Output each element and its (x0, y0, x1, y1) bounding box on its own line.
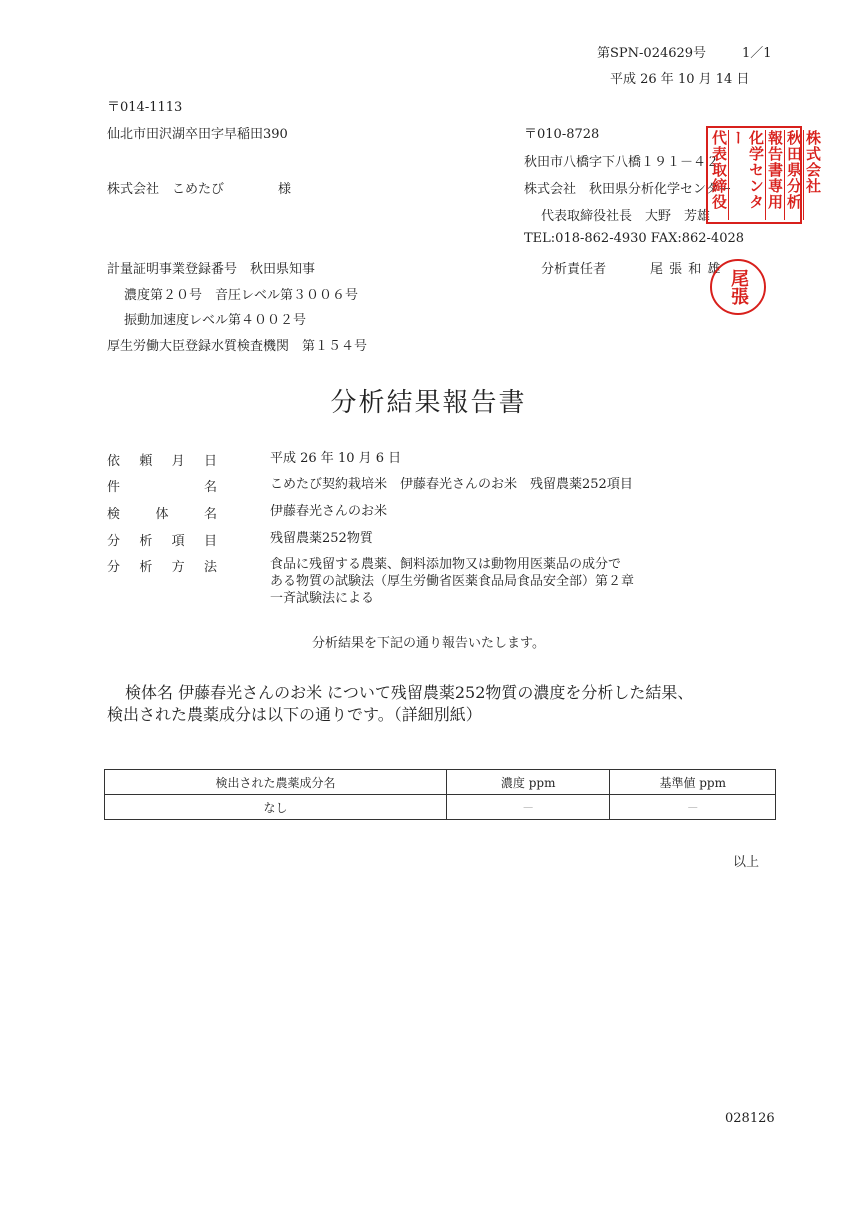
column-header-concentration: 濃度 ppm (446, 770, 610, 795)
page-number: 1／1 (742, 46, 772, 61)
label-char: 検 (107, 507, 121, 522)
sender-address: 秋田市八橋字下八橋１９１－４２ (524, 155, 720, 170)
analyst-label: 分析責任者 (541, 262, 607, 277)
document-title: 分析結果報告書 (330, 388, 527, 418)
recipient-address: 仙北市田沢湖卒田字早稲田390 (107, 127, 288, 142)
results-table (104, 769, 776, 820)
recipient-honorific: 様 (278, 182, 292, 197)
sender-representative: 代表取締役社長 大野 芳雄 (541, 209, 711, 224)
label-char: 析 (139, 560, 153, 575)
label-char: 件 (107, 480, 121, 495)
field-value-items: 残留農薬252物質 (270, 531, 373, 546)
recipient-company: 株式会社 こめたび (107, 182, 225, 197)
label-char: 目 (203, 534, 217, 549)
field-label-request-date (107, 450, 217, 469)
report-notice: 分析結果を下記の通り報告いたします。 (312, 636, 545, 651)
analyst-seal-stamp (710, 259, 766, 315)
recipient-postal-code: 〒014-1113 (107, 100, 183, 115)
analyst-seal-text: 尾張 (728, 269, 749, 305)
label-char: 体 (155, 507, 169, 522)
field-label-subject (107, 476, 217, 495)
seal-text: 代表取締役 (710, 130, 728, 210)
sender-postal-code: 〒010-8728 (524, 127, 600, 142)
registration-line-3: 振動加速度レベル第４００２号 (124, 313, 307, 328)
label-char: 分 (107, 534, 121, 549)
registration-line-1: 計量証明事業登録番号 秋田県知事 (107, 262, 316, 277)
label-char: 項 (171, 534, 185, 549)
label-char: 析 (139, 534, 153, 549)
cell-concentration: － (446, 795, 610, 820)
registration-line-2: 濃度第２０号 音圧レベル第３００６号 (124, 288, 359, 303)
label-char: 分 (107, 560, 121, 575)
registration-line-4: 厚生労働大臣登録水質検査機関 第１５４号 (107, 339, 368, 354)
table-row (105, 795, 776, 820)
cell-component: なし (105, 795, 447, 820)
field-value-method-line-3: 一斉試験法による (270, 591, 375, 606)
closing-mark: 以上 (733, 855, 760, 870)
field-label-sample-name (107, 503, 217, 522)
seal-text: 秋田県分析 (784, 130, 803, 220)
sender-company: 株式会社 秋田県分析化学センター (524, 182, 732, 197)
column-header-standard: 基準値 ppm (610, 770, 776, 795)
table-header-row (105, 770, 776, 795)
seal-text: 化学センター (728, 130, 765, 220)
field-label-items (107, 530, 217, 549)
label-char: 方 (171, 560, 185, 575)
label-char: 依 (107, 454, 121, 469)
document-number: 第SPN-024629号 (597, 46, 707, 61)
result-intro-line-2: 検出された農薬成分は以下の通りです。（詳細別紙） (107, 705, 482, 724)
company-seal-stamp (706, 126, 822, 224)
field-label-method (107, 556, 217, 575)
label-char: 名 (203, 507, 217, 522)
label-char: 日 (203, 454, 217, 469)
field-value-request-date: 平成 26 年 10 月 6 日 (270, 451, 402, 466)
sender-contact: TEL:018-862-4930 FAX:862-4028 (524, 231, 745, 246)
field-value-sample-name: 伊藤春光さんのお米 (270, 504, 388, 519)
label-char: 法 (203, 560, 217, 575)
analyst-name: 尾 張 和 雄 (650, 262, 722, 277)
column-header-component: 検出された農薬成分名 (105, 770, 447, 795)
field-value-subject: こめたび契約栽培米 伊藤春光さんのお米 残留農薬252項目 (270, 477, 633, 492)
field-value-method-line-1: 食品に残留する農薬、飼料添加物又は動物用医薬品の成分で (270, 557, 622, 572)
issue-date: 平成 26 年 10 月 14 日 (610, 72, 750, 87)
label-char: 頼 (139, 454, 153, 469)
label-char: 名 (203, 480, 217, 495)
cell-standard: － (610, 795, 776, 820)
field-value-method-line-2: ある物質の試験法（厚生労働省医薬食品局食品安全部）第２章 (270, 574, 635, 589)
seal-text: 株式会社 (803, 130, 822, 220)
label-char: 月 (171, 454, 185, 469)
result-intro-line-1: 検体名 伊藤春光さんのお米 について残留農薬252物質の濃度を分析した結果、 (125, 683, 694, 702)
seal-text: 報告書専用 (765, 130, 784, 220)
footer-code: 028126 (725, 1111, 775, 1126)
